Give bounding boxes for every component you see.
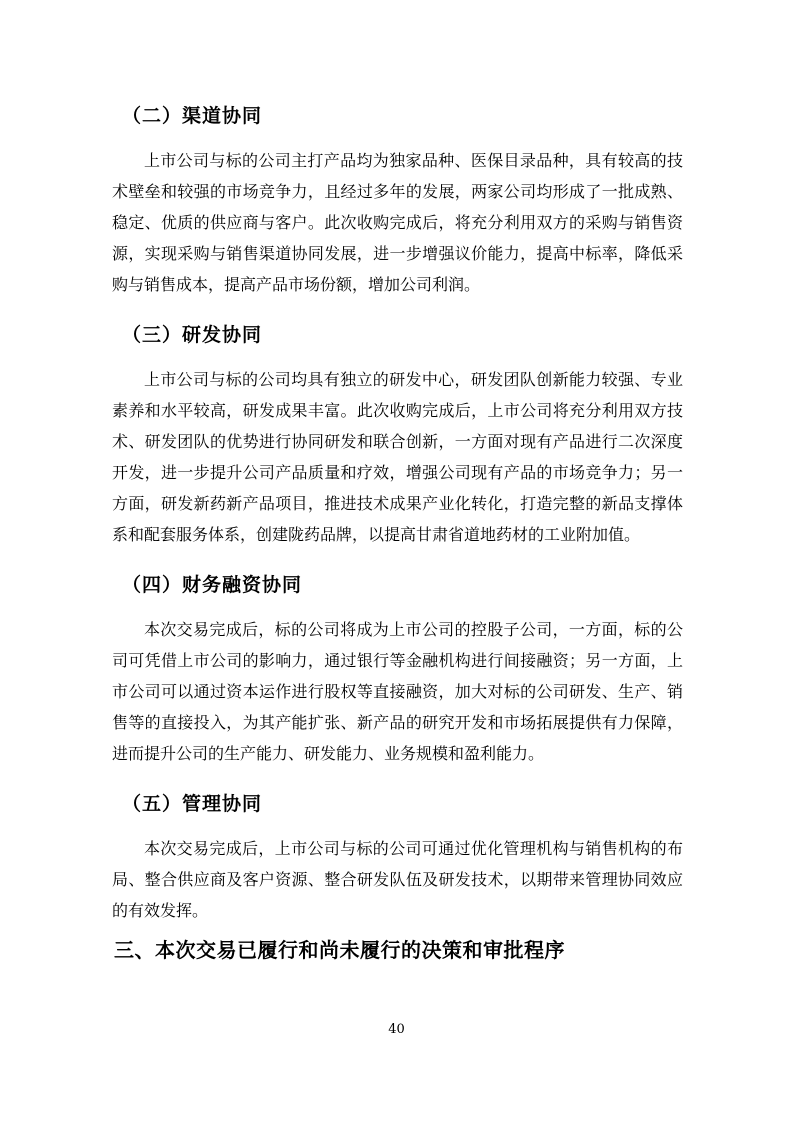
section-paragraph: 上市公司与标的公司均具有独立的研发中心，研发团队创新能力较强、专业素养和水平较高，研发成果丰富。此次收购完成后，上市公司将充分利用双方技术、研发团队的优势进行协同研发和联合创新，一方面对现有产品进行二次深度开发，进一步提升公司产品质量和疗效，增强公司现有产品的市场竞争力；另一方面，研发新药新产品项目，推进技术成果产业化转化，打造完整的新品支撑体系和配套服务体系，创建陇药品牌，以提高甘肃省道地药材的工业附加值。 <box>112 370 683 544</box>
section-finance-synergy <box>112 572 683 769</box>
section-rd-synergy <box>112 322 683 550</box>
section-management-synergy <box>112 791 683 926</box>
section-heading: （二）渠道协同 <box>122 105 263 127</box>
section-paragraph: 上市公司与标的公司主打产品均为独家品种、医保目录品种，具有较高的技术壁垒和较强的市场竞争力，且经过多年的发展，两家公司均形成了一批成熟、稳定、优质的供应商与客户。此次收购完成后，将充分利用双方的采购与销售资源，实现采购与销售渠道协同发展，进一步增强议价能力，提高中标率，降低采购与销售成本，提高产品市场份额，增加公司利润。 <box>112 151 683 294</box>
section-heading: （三）研发协同 <box>122 324 263 346</box>
section-paragraph: 本次交易完成后，标的公司将成为上市公司的控股子公司，一方面，标的公司可凭借上市公司的影响力，通过银行等金融机构进行间接融资；另一方面，上市公司可以通过资本运作进行股权等直接融资，加大对标的公司研发、生产、销售等的直接投入，为其产能扩张、新产品的研究开发和市场拓展提供有力保障，进而提升公司的生产能力、研发能力、业务规模和盈利能力。 <box>112 620 683 763</box>
chapter-heading: 三、本次交易已履行和尚未履行的决策和审批程序 <box>114 938 565 962</box>
page-number: 40 <box>388 1022 405 1037</box>
section-paragraph: 本次交易完成后，上市公司与标的公司可通过优化管理机构与销售机构的布局、整合供应商及客户资源、整合研发队伍及研发技术，以期带来管理协同效应的有效发挥。 <box>112 839 683 920</box>
section-heading: （四）财务融资协同 <box>122 574 303 596</box>
section-heading: （五）管理协同 <box>122 793 263 815</box>
section-channel-synergy <box>112 103 683 300</box>
